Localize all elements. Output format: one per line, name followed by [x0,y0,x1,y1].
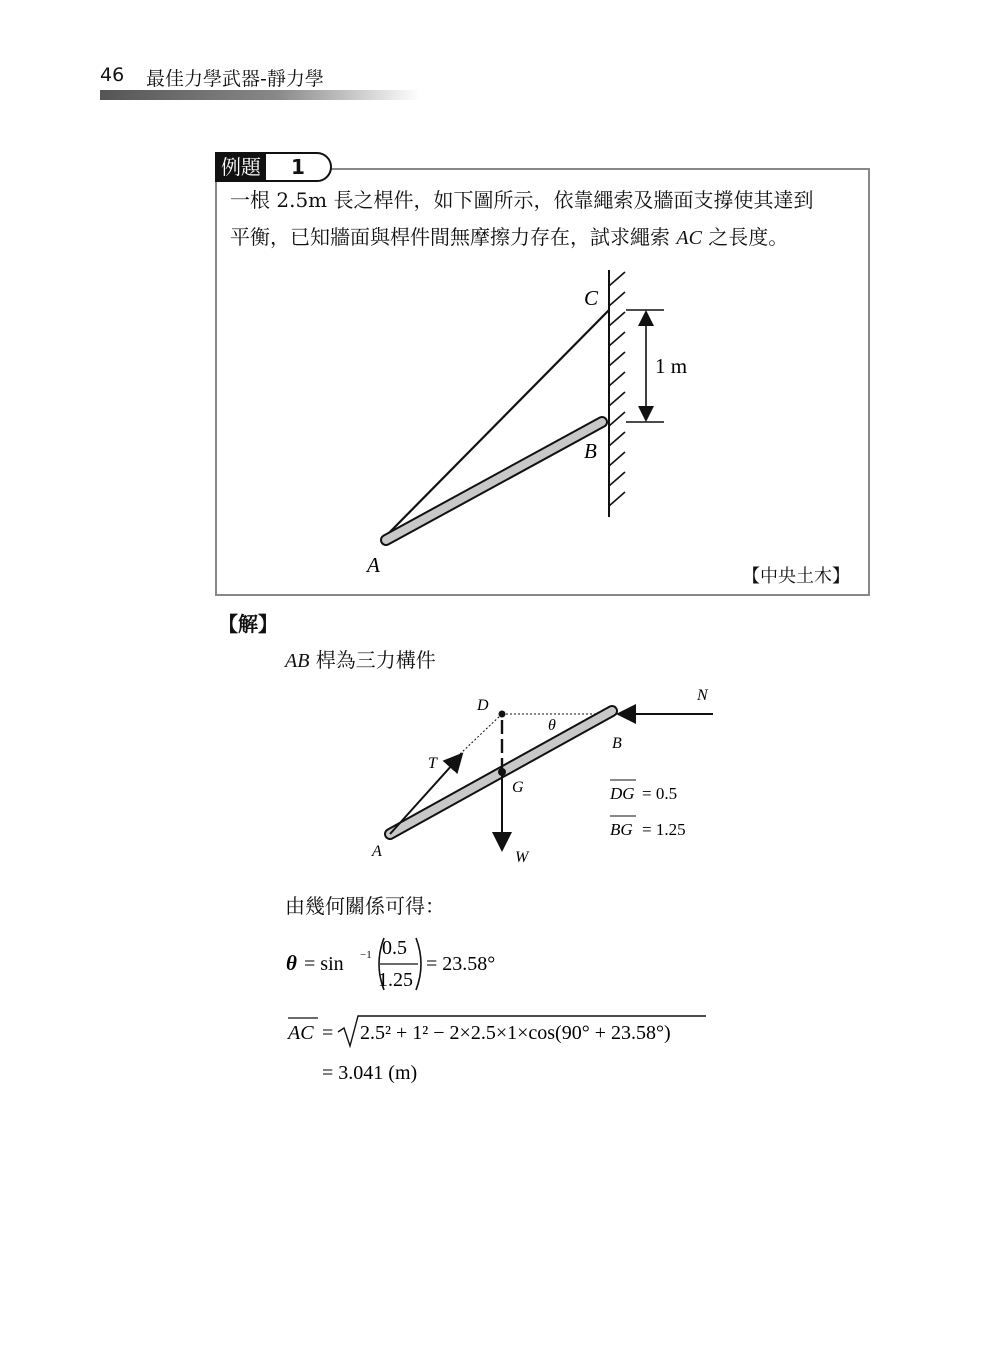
header-bar [100,90,420,100]
bar-ab [386,422,602,540]
question-text: 之長度。 [701,225,789,249]
dotted-line-dt [460,714,502,754]
eq1-exponent: −1 [360,949,372,961]
eq1-result: = 23.58° [426,953,496,975]
bg-label: BG [610,820,633,839]
example-tag: 例題 [215,152,267,182]
eq1-denominator: 1.25 [378,969,413,991]
solution-label: 【解】 [218,612,278,636]
label-a: A [367,553,380,577]
example-number: 1 [264,152,332,182]
free-body-diagram [360,682,760,872]
eq2-equals: = [322,1022,334,1044]
label-a: A [372,843,382,860]
equations [280,926,720,1096]
wall-hatching [609,272,625,506]
question-text: 平衡，已知牆面與桿件間無摩擦力存在，試求繩索 [230,225,677,249]
question-variable: AC [676,227,702,249]
label-n: N [697,687,708,704]
geometry-text: 由幾何關係可得： [285,894,445,918]
eq2-result: = 3.041 (m) [322,1062,418,1084]
label-g: G [512,779,524,796]
dg-label: DG [610,784,635,803]
label-d: D [477,697,489,714]
label-b: B [584,439,597,463]
page-number: 46 [100,64,125,86]
solution-intro [285,644,436,673]
book-title: 最佳力學武器-靜力學 [146,68,324,90]
question-line-1: 一根 2.5m 長之桿件，如下圖所示，依靠繩索及牆面支撐使其達到 [230,188,814,212]
intro-variable: AB [285,650,310,672]
eq2-radicand: 2.5² + 1² − 2×2.5×1×cos(90° + 23.58°) [360,1022,671,1044]
problem-figure [340,260,700,590]
dg-value: = 0.5 [642,784,678,803]
source-tag: 【中央土木】 [742,566,850,587]
label-w: W [515,849,529,866]
eq1-lhs: θ [286,951,297,975]
label-t: T [428,755,437,772]
question-line-2 [230,219,788,256]
rope-ac [384,310,609,538]
label-theta: θ [548,717,556,734]
point-d [499,711,506,718]
bg-value: = 1.25 [642,820,686,839]
point-g [498,768,506,776]
dimension-label: 1 m [655,354,688,378]
label-c: C [584,286,599,310]
eq2-lhs: AC [288,1022,314,1044]
eq1-func: = sin [304,953,344,975]
label-b: B [612,735,622,752]
intro-text: 桿為三力構件 [309,648,436,672]
eq1-numerator: 0.5 [382,937,407,959]
